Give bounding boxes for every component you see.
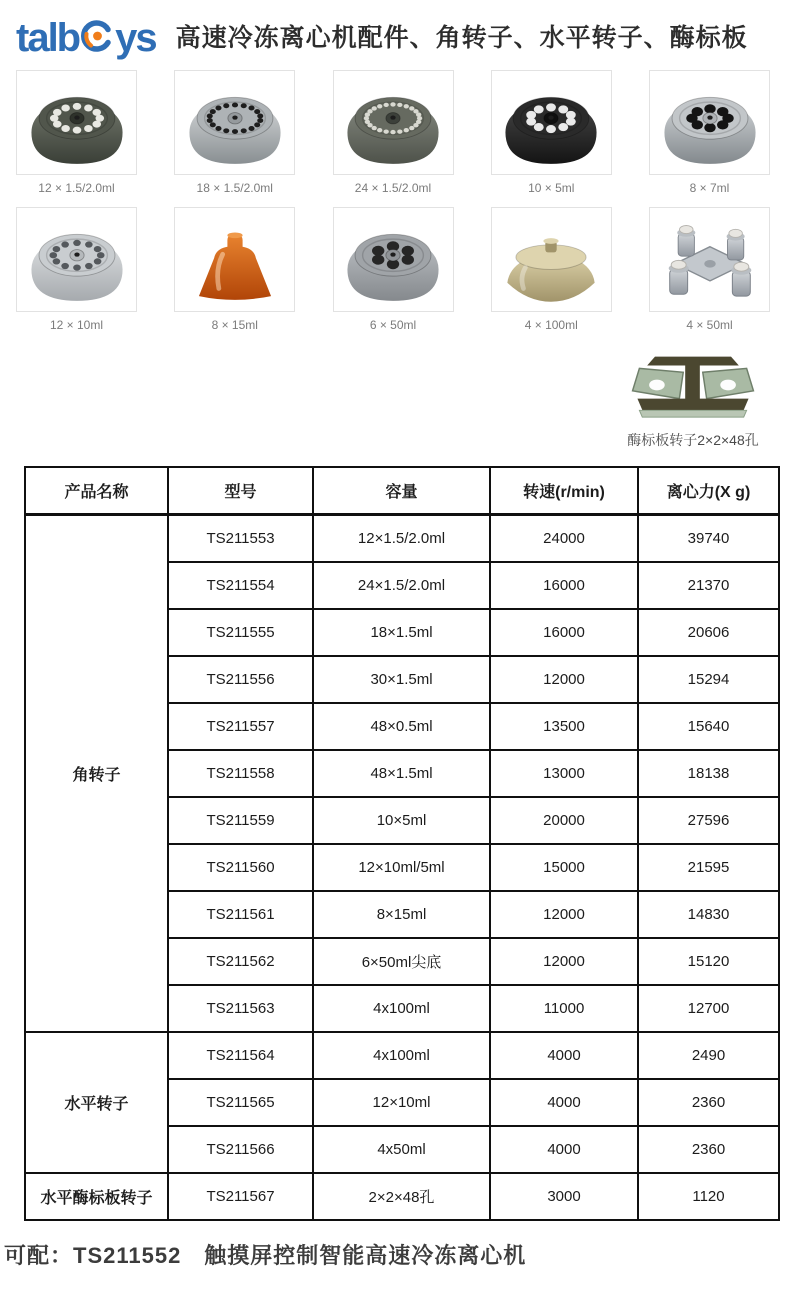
product-caption: 4 × 100ml [524, 318, 578, 332]
speed-cell: 12000 [490, 938, 638, 985]
force-cell: 20606 [638, 609, 779, 656]
product-card [16, 70, 137, 207]
product-caption: 8 × 15ml [211, 318, 258, 332]
product-card [491, 70, 612, 207]
product-card [649, 70, 770, 207]
rotor-image [174, 70, 295, 175]
force-cell: 2360 [638, 1126, 779, 1173]
column-header: 产品名称 [25, 467, 168, 515]
spec-table-head [25, 467, 779, 515]
product-grid [0, 62, 800, 344]
column-header: 型号 [168, 467, 313, 515]
model-cell: TS211559 [168, 797, 313, 844]
model-cell: TS211556 [168, 656, 313, 703]
speed-cell: 4000 [490, 1032, 638, 1079]
rotor-image [649, 207, 770, 312]
model-cell: TS211566 [168, 1126, 313, 1173]
logo-swirl-icon [80, 19, 114, 60]
column-header: 离心力(X g) [638, 467, 779, 515]
capacity-cell: 12×10ml [313, 1079, 490, 1126]
capacity-cell: 10×5ml [313, 797, 490, 844]
product-card [649, 207, 770, 344]
talboys-logo [16, 15, 156, 60]
product-caption: 4 × 50ml [686, 318, 733, 332]
force-cell: 18138 [638, 750, 779, 797]
page-title: 高速冷冻离心机配件、角转子、水平转子、酶标板 [175, 24, 748, 52]
capacity-cell: 18×1.5ml [313, 609, 490, 656]
capacity-cell: 6×50ml尖底 [313, 938, 490, 985]
speed-cell: 20000 [490, 797, 638, 844]
force-cell: 1120 [638, 1173, 779, 1220]
product-card [333, 207, 454, 344]
product-card [491, 207, 612, 344]
product-caption: 12 × 1.5/2.0ml [38, 181, 115, 195]
rotor-image [174, 207, 295, 312]
product-group-name: 水平酶标板转子 [25, 1173, 168, 1220]
product-group-name: 角转子 [25, 515, 168, 1033]
speed-cell: 13000 [490, 750, 638, 797]
speed-cell: 12000 [490, 656, 638, 703]
force-cell: 2490 [638, 1032, 779, 1079]
microplate-rotor-image [623, 344, 763, 422]
speed-cell: 13500 [490, 703, 638, 750]
rotor-image [333, 70, 454, 175]
rotor-image [491, 70, 612, 175]
product-caption: 10 × 5ml [528, 181, 575, 195]
table-row [25, 1173, 779, 1220]
table-header-row [25, 467, 779, 515]
product-caption: 8 × 7ml [689, 181, 730, 195]
product-card [174, 70, 295, 207]
rotor-image [491, 207, 612, 312]
capacity-cell: 4x100ml [313, 1032, 490, 1079]
model-cell: TS211557 [168, 703, 313, 750]
force-cell: 14830 [638, 891, 779, 938]
logo-text-right: ys [115, 15, 156, 60]
speed-cell: 16000 [490, 562, 638, 609]
rotor-image [16, 70, 137, 175]
microplate-rotor-block [608, 344, 778, 450]
model-cell: TS211555 [168, 609, 313, 656]
logo-text-left: talb [16, 15, 80, 60]
product-caption: 6 × 50ml [369, 318, 417, 332]
model-cell: TS211563 [168, 985, 313, 1032]
speed-cell: 11000 [490, 985, 638, 1032]
footer-note: 可配：TS211552 触摸屏控制智能高速冷冻离心机 [4, 1243, 527, 1268]
model-cell: TS211553 [168, 515, 313, 563]
page-header [0, 0, 800, 62]
table-row [25, 515, 779, 563]
capacity-cell: 48×1.5ml [313, 750, 490, 797]
force-cell: 2360 [638, 1079, 779, 1126]
product-card [333, 70, 454, 207]
force-cell: 15294 [638, 656, 779, 703]
product-group-name: 水平转子 [25, 1032, 168, 1173]
speed-cell: 4000 [490, 1079, 638, 1126]
microplate-rotor-caption: 酶标板转子2×2×48孔 [627, 432, 759, 448]
capacity-cell: 48×0.5ml [313, 703, 490, 750]
model-cell: TS211560 [168, 844, 313, 891]
force-cell: 15640 [638, 703, 779, 750]
speed-cell: 15000 [490, 844, 638, 891]
model-cell: TS211554 [168, 562, 313, 609]
product-caption: 12 × 10ml [49, 318, 104, 332]
rotor-image [16, 207, 137, 312]
capacity-cell: 4x50ml [313, 1126, 490, 1173]
force-cell: 21595 [638, 844, 779, 891]
product-caption: 24 × 1.5/2.0ml [354, 181, 432, 195]
column-header: 容量 [313, 467, 490, 515]
rotor-image [649, 70, 770, 175]
force-cell: 39740 [638, 515, 779, 563]
table-row [25, 1032, 779, 1079]
speed-cell: 12000 [490, 891, 638, 938]
model-cell: TS211558 [168, 750, 313, 797]
speed-cell: 16000 [490, 609, 638, 656]
column-header: 转速(r/min) [490, 467, 638, 515]
capacity-cell: 30×1.5ml [313, 656, 490, 703]
speed-cell: 24000 [490, 515, 638, 563]
capacity-cell: 2×2×48孔 [313, 1173, 490, 1220]
capacity-cell: 8×15ml [313, 891, 490, 938]
speed-cell: 3000 [490, 1173, 638, 1220]
speed-cell: 4000 [490, 1126, 638, 1173]
spec-table [24, 466, 780, 1221]
force-cell: 12700 [638, 985, 779, 1032]
force-cell: 27596 [638, 797, 779, 844]
product-caption: 18 × 1.5/2.0ml [196, 181, 273, 195]
product-card [174, 207, 295, 344]
spec-table-body [25, 515, 779, 1221]
rotor-image [333, 207, 454, 312]
force-cell: 21370 [638, 562, 779, 609]
capacity-cell: 24×1.5/2.0ml [313, 562, 490, 609]
model-cell: TS211561 [168, 891, 313, 938]
capacity-cell: 12×1.5/2.0ml [313, 515, 490, 563]
capacity-cell: 12×10ml/5ml [313, 844, 490, 891]
capacity-cell: 4x100ml [313, 985, 490, 1032]
model-cell: TS211564 [168, 1032, 313, 1079]
product-card [16, 207, 137, 344]
force-cell: 15120 [638, 938, 779, 985]
model-cell: TS211567 [168, 1173, 313, 1220]
model-cell: TS211565 [168, 1079, 313, 1126]
model-cell: TS211562 [168, 938, 313, 985]
